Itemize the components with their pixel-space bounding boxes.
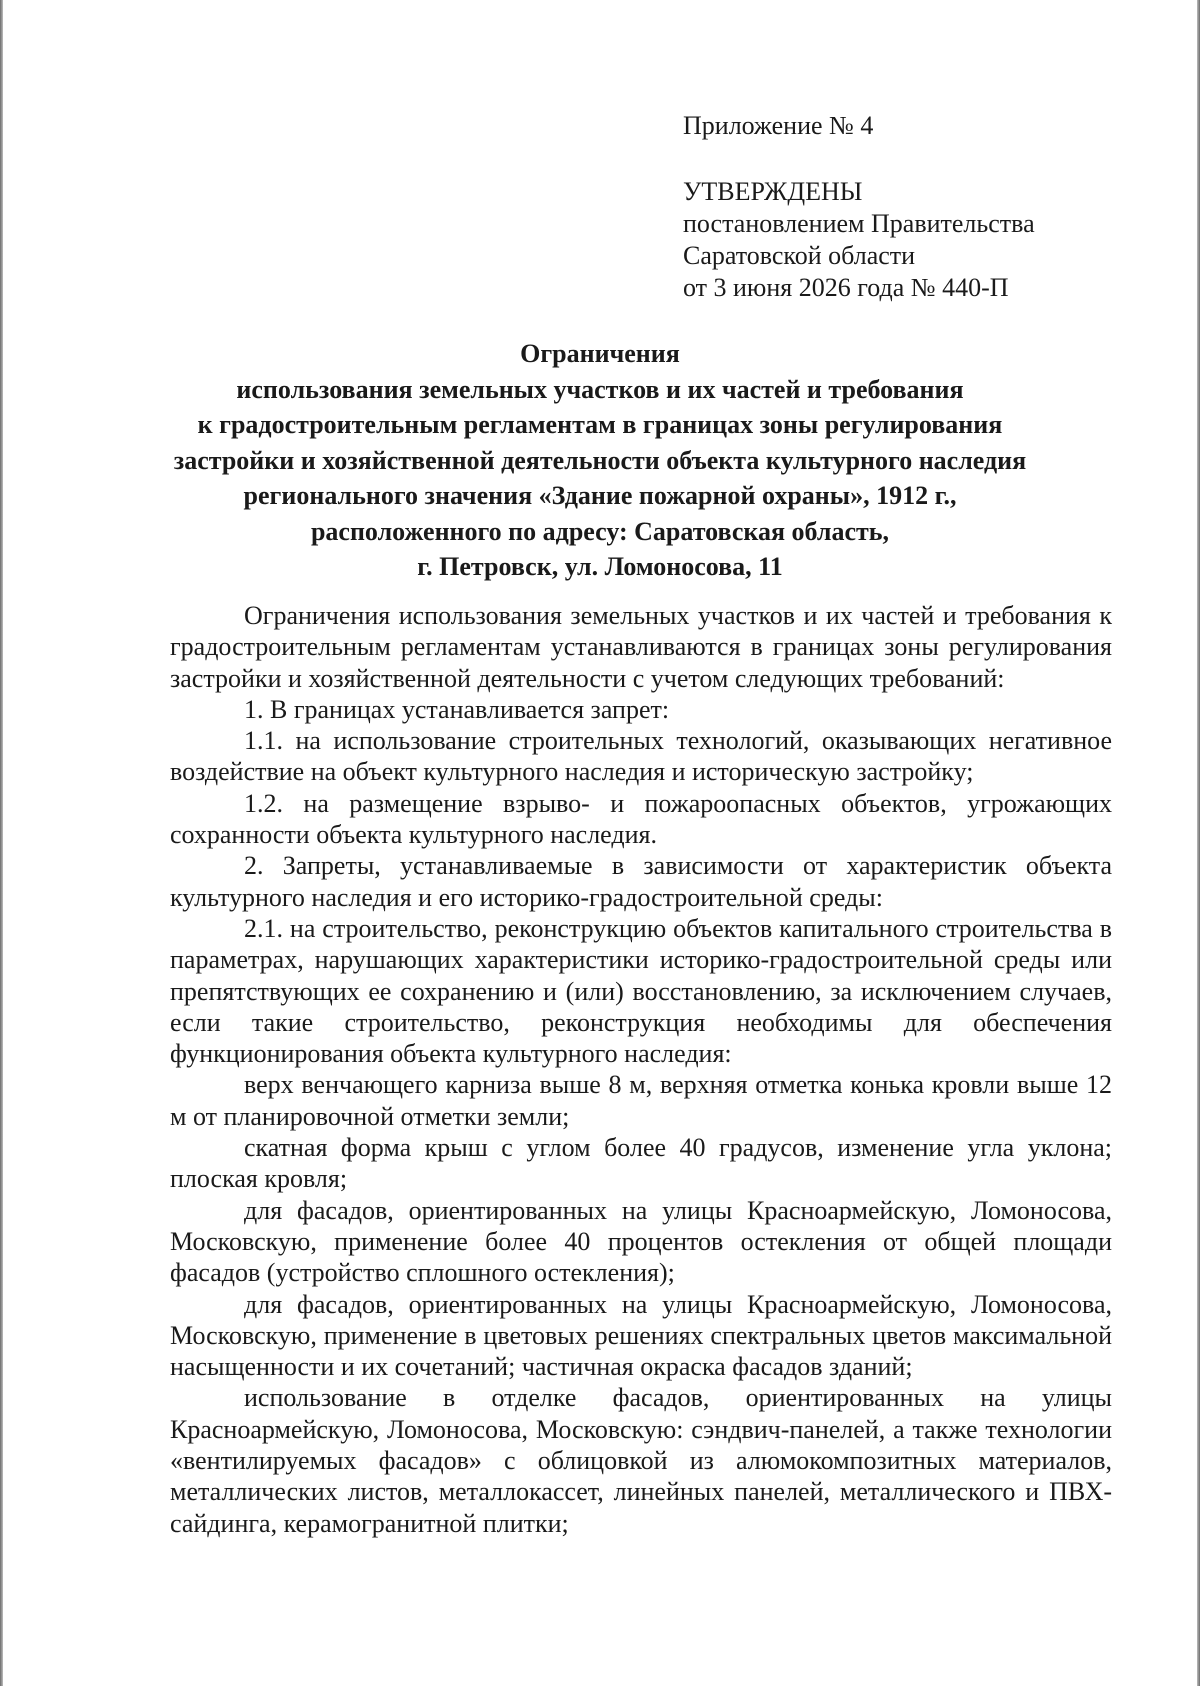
body-paragraph: 2. Запреты, устанавливаемые в зависимости от характеристик объекта культурного наследия и его историко-градостроительной среды: [170, 851, 1112, 912]
title-line: застройки и хозяйственной деятельности объекта культурного наследия [173, 445, 1027, 475]
body-paragraph: для фасадов, ориентированных на улицы Красноармейскую, Ломоносова, Московскую, применение в цветовых решениях спектральных цветов максимальной насыщенности и их сочетаний; частичная окраска фасадов зданий; [170, 1289, 1112, 1382]
title-line: к градостроительным регламентам в границах зоны регулирования [197, 410, 1003, 439]
body-paragraph: использование в отделке фасадов, ориентированных на улицы Красноармейскую, Ломоносова, Московскую: сэндвич-панелей, а также технологии «вентилируемых фасадов» с облицовкой из алюмокомпозитных материалов, металлических листов, металлокассет, линейных панелей, металлического и ПВХ- сайдинга, керамогранитной плитки; [170, 1383, 1112, 1538]
body-paragraph: 2.1. на строительство, реконструкцию объектов капитального строительства в параметрах, нарушающих характеристики историко-градостроительной среды или препятствующих ее сохранению и (или) восстановлению, за исключением случаев, если такие строительство, реконструкция необходимы для обеспечения функционирования объекта культурного наследия: [170, 913, 1112, 1069]
title-line: регионального значения «Здание пожарной охраны», 1912 г., [243, 481, 957, 510]
title-line: г. Петровск, ул. Ломоносова, 11 [417, 552, 783, 581]
body-paragraph: скатная форма крыш с углом более 40 градусов, изменение угла уклона; плоская кровля; [170, 1133, 1112, 1194]
approval-block [683, 110, 1153, 304]
approved-heading: УТВЕРЖДЕНЫ [683, 177, 863, 206]
appendix-number: Приложение № 4 [683, 111, 874, 140]
body-paragraph: 1. В границах устанавливается запрет: [244, 694, 670, 724]
title-line: Ограничения [520, 339, 680, 368]
body-paragraph: 1.1. на использование строительных технологий, оказывающих негативное воздействие на объект культурного наследия и историческую застройку; [170, 726, 1112, 787]
body-paragraph: для фасадов, ориентированных на улицы Красноармейскую, Ломоносова, Московскую, применение более 40 процентов остекления от общей площади фасадов (устройство сплошного остекления); [170, 1195, 1112, 1288]
body-paragraph: 1.2. на размещение взрыво- и пожароопасных объектов, угрожающих сохранности объекта культурного наследия. [170, 788, 1112, 850]
title-line: использования земельных участков и их частей и требования [236, 374, 964, 404]
body-paragraph: Ограничения использования земельных участков и их частей и требования к градостроительным регламентам устанавливаются в границах зоны регулирования застройки и хозяйственной деятельности с учетом следующих требований: [170, 601, 1112, 693]
document-title [140, 336, 1060, 585]
title-line: расположенного по адресу: Саратовская область, [310, 516, 890, 546]
approved-region-line: Саратовской области [683, 241, 916, 270]
body-paragraph: верх венчающего карниза выше 8 м, верхняя отметка конька кровли выше 12 м от планировочной отметки земли; [170, 1070, 1112, 1131]
scan-edge-left [0, 0, 3, 1686]
approved-by-line: постановлением Правительства [683, 209, 1035, 238]
approved-date-line: от 3 июня 2026 года № 440-П [683, 273, 1009, 302]
document-body [170, 600, 1112, 1539]
